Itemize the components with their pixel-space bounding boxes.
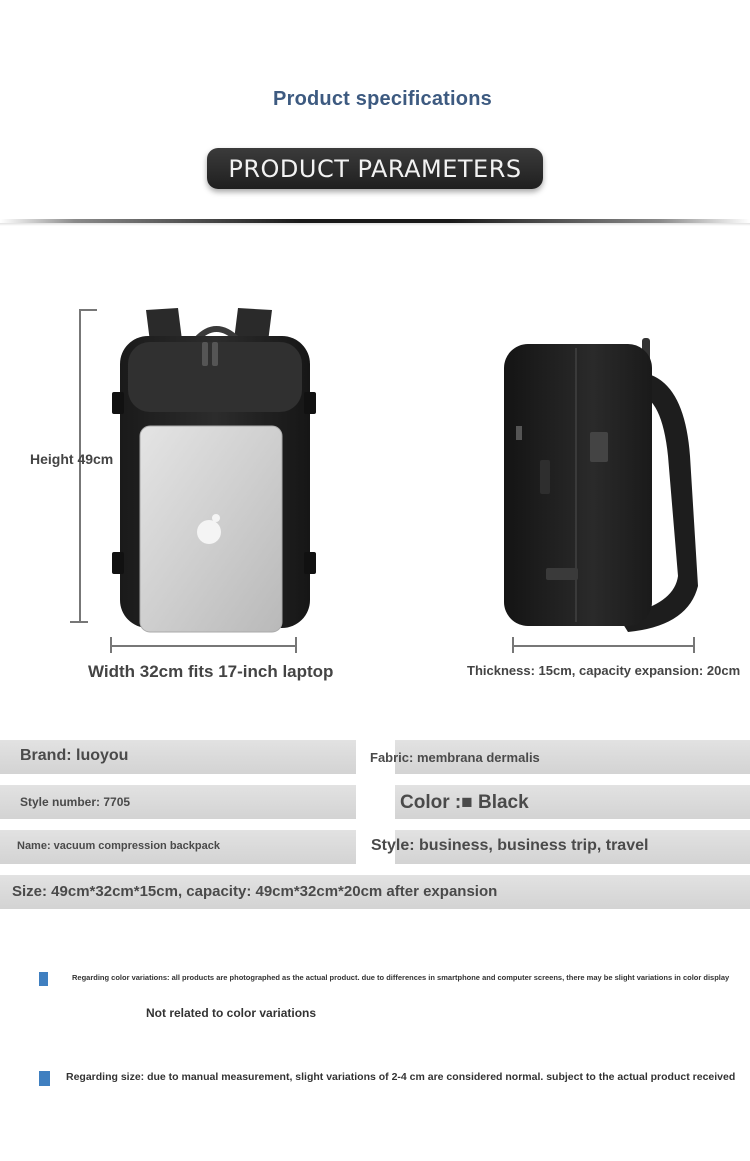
- page-title: Product specifications: [273, 88, 492, 110]
- height-dimension-cap-bottom: [70, 621, 88, 623]
- spec-fabric: Fabric: membrana dermalis: [370, 750, 540, 765]
- width-dimension-cap-left: [110, 637, 112, 653]
- spec-size: Size: 49cm*32cm*15cm, capacity: 49cm*32cm*20cm after expansion: [12, 883, 498, 900]
- note-marker-icon: [39, 1071, 50, 1086]
- width-dimension-cap-right: [295, 637, 297, 653]
- spec-name: Name: vacuum compression backpack: [17, 840, 220, 852]
- spec-style: Style: business, business trip, travel: [371, 837, 649, 854]
- spec-brand: Brand: luoyou: [20, 747, 129, 764]
- height-dimension-cap-top: [79, 309, 97, 311]
- spec-color: Color :■ Black: [400, 792, 529, 813]
- parameters-banner: [207, 148, 543, 189]
- width-label: Width 32cm fits 17-inch laptop: [88, 662, 334, 681]
- color-note-secondary: Not related to color variations: [146, 1006, 317, 1020]
- divider-shadow: [0, 223, 750, 226]
- size-note: Regarding size: due to manual measurement, slight variations of 2-4 cm are considered normal. subject to the actual product received: [66, 1071, 736, 1083]
- note-marker-icon: [39, 972, 48, 986]
- color-note: Regarding color variations: all products are photographed as the actual product. due to differences in smartphone and computer screens, there may be slight variations in color display: [72, 973, 730, 982]
- thickness-dimension-cap-right: [693, 637, 695, 653]
- thickness-dimension-cap-left: [512, 637, 514, 653]
- height-label: Height 49cm: [30, 451, 114, 467]
- thickness-dimension-line: [512, 645, 694, 647]
- backpack-front-image: [108, 300, 328, 635]
- thickness-label: Thickness: 15cm, capacity expansion: 20cm: [467, 663, 741, 678]
- spec-style-number: Style number: 7705: [20, 795, 131, 809]
- backpack-side-image: [498, 336, 724, 636]
- width-dimension-line: [110, 645, 296, 647]
- banner-label: PRODUCT PARAMETERS: [228, 154, 522, 183]
